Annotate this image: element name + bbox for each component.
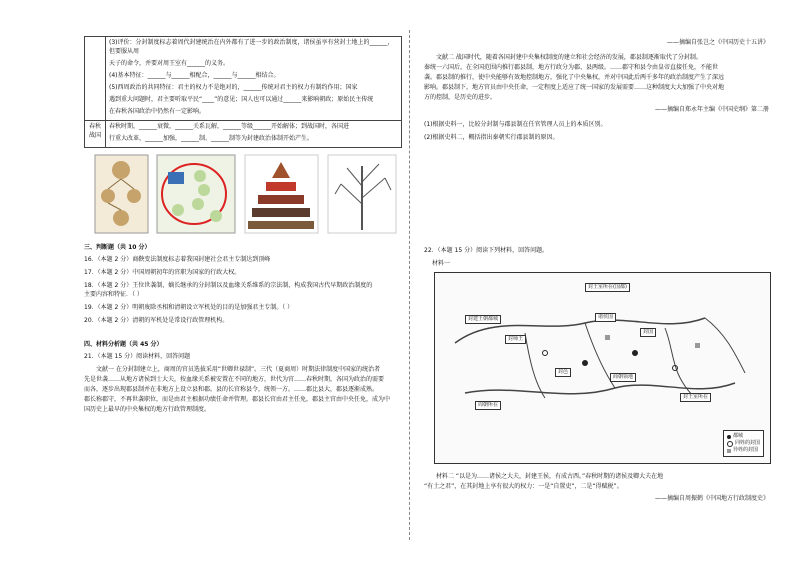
right-column <box>424 36 769 509</box>
legend-row: 异姓的封国 <box>727 447 760 454</box>
table-row-body <box>106 121 402 148</box>
judgment-item: 20．（本题 2 分）清朝的军机处是常设行政管理机构。 <box>84 317 229 324</box>
material-line: 影响。郡县制下，地方官员由中央任命，一定程度上适应了统一国家的发展需要……这种制度大大加强了中央对地 <box>424 84 725 91</box>
table-line: 遇到重大问题时，君主要听取平民“____”的意见；国人也可以通过______来影响朝政；原始民主传统 <box>109 96 374 103</box>
material-line: 袭。郡县制的推行，使中央能够有效地控制地方，强化了中央集权，并对中国此后两千多年的政治制度产生了深远 <box>424 74 725 81</box>
table-row <box>85 121 402 148</box>
material-line: 秦统一六国后，在全国范围内推行郡县制，地方行政分为郡、县两级。……郡守和县令由皇帝直接任免，不能世 <box>424 64 719 71</box>
material-line: 材料二 “以是为……诸侯之大夫，封建王侯，有成古西。”春秋时期的诸侯及卿大夫在地 <box>436 473 664 480</box>
material-line: 郡长称郡守，不再世袭职位，而是由君主根据功绩任命并管理。郡县长官由君主任免，郡县主官由中央任免，成为中 <box>84 396 391 403</box>
judgment-item: 18．（本题 2 分）王位世袭制、嫡长继承的分封制以及血缘关系维系的宗法制，构成我国古代早期政治制度的 <box>84 282 373 289</box>
question-22-title: 22．（本题 15 分）阅读下列材料，回答问题。 <box>424 247 549 254</box>
sub-question: (2)根据史料二，概括指出秦朝实行郡县制的原因。 <box>424 134 559 141</box>
map-label: 周朝所在 <box>475 401 501 410</box>
material-line: “有土之君”，在其封地上享有很大的权力：一是“自置吏”，二是“得赋税”。 <box>424 483 623 490</box>
historical-map <box>434 272 771 464</box>
source-citation: ——摘编自郑永年主编《中国史纲》第二册 <box>654 106 769 113</box>
legend-row: 同姓的封国 <box>727 440 760 447</box>
table-row-head: 春秋战国 <box>85 121 106 148</box>
map-label: 封王室所在 <box>680 393 711 402</box>
family-tree-illustration <box>94 154 149 234</box>
map-legend <box>723 430 764 457</box>
source-citation: ——摘编自周振鹤《中国地方行政制度史》 <box>654 495 769 502</box>
other-clan-symbol-icon <box>727 449 731 453</box>
judgment-item: 主要内容和特征．（ ） <box>84 291 143 298</box>
column-divider <box>409 30 410 540</box>
material-line: 方的控制，是历史的进步。 <box>424 94 497 101</box>
map-label: 商朝领地 <box>610 373 636 382</box>
left-column <box>84 36 402 415</box>
table-row-body <box>106 37 402 121</box>
table-line: 行重大改革，______加强，______制、______制等为封建政治体制开始产生。 <box>109 135 314 142</box>
legend-row: 都城 <box>727 433 760 440</box>
map-label: 封师王 <box>505 335 526 344</box>
map-label: 封邑 <box>555 368 571 377</box>
section-3-title: 三、判断题（共 10 分） <box>84 244 151 251</box>
table-line: 春秋时期，______衰微，______关系瓦解，______等级______开始解体；到战国时，各国进 <box>109 123 350 130</box>
circle-diagram-illustration <box>156 154 236 234</box>
section-4-title: 四、材料分析题（共 45 分） <box>84 341 163 348</box>
judgment-item: 19．（本题 2 分）明朝废除丞相和清朝设立军机处的目的是加强君主专制。（ ） <box>84 304 294 311</box>
material-line: 国历史上最早的中央集权的地方行政管理制度。 <box>84 406 211 413</box>
map-label: 封国 <box>640 328 656 337</box>
table-line: 天子的命令，并要对周王室有______的义务。 <box>109 60 230 67</box>
map-label: 封王室所在(国都) <box>585 283 630 292</box>
judgment-item: 17．（本题 2 分）中国周朝初年的官职为国家的行政大权。 <box>84 269 241 276</box>
material-line: 而各，逐步出现郡县制并在非地方上设立县和郡。县的长官称县令，统领一方。……郡比县大，郡县逐渐成熟。 <box>84 386 379 393</box>
table-row-head <box>85 37 106 121</box>
table-line: 在春秋各国政治中仍然有一定影响。 <box>109 108 206 115</box>
material-label: 材料一 <box>432 260 451 267</box>
same-clan-symbol-icon <box>727 441 733 447</box>
tree-illustration <box>327 154 397 234</box>
map-terrain <box>435 273 770 463</box>
table-row <box>85 37 402 121</box>
capital-symbol-icon <box>727 435 731 439</box>
knowledge-table <box>84 36 402 148</box>
judgment-item: 16．（本题 2 分）商鞅变法制度标志着我国封建社会君主专制达到顶峰 <box>84 256 271 263</box>
map-label: 封建王朝都城 <box>465 315 501 324</box>
illustration-strip <box>84 154 402 234</box>
question-21-title: 21．（本题 15 分）阅读材料，回答问题 <box>84 353 191 360</box>
table-line: (4)基本特征：______与______相配合，______与______相结合。 <box>109 72 280 79</box>
table-line: (5)西周政治的共同特征：君主的权力不是绝对的，______传统对君主的权力有制约作用；国家 <box>109 84 358 91</box>
material-line: 文献一 在分封制建立上，商周的官员选拔采用“世卿世禄制”。三代（夏商周）时期法律制度中国家的统治者 <box>96 366 381 373</box>
pyramid-illustration <box>244 154 319 234</box>
table-line: (3)评价：分封制度标志着周代封建统治在内外都有了进一步的政治制度，诸侯虽享有营封土地上的______，但要服从周 <box>109 39 394 55</box>
material-line: 文献二 战国时代，随着各国封建中央集权制度的建立和社会经济的发展，郡县制逐渐取代了分封制。 <box>436 54 702 61</box>
answer-space <box>424 146 769 246</box>
source-citation: ——摘编自张岂之《中国历史十五讲》 <box>666 39 769 46</box>
sub-question: (1)根据史料一，比较分封制与郡县制在任官管理人员上的本质区别。 <box>424 121 607 128</box>
material-line: 先是世袭……从地方诸侯到士大夫，按血缘关系被安置在不同的地方，世代为官……春秋时期，各国为政治的需要 <box>84 376 385 383</box>
map-label: 诸侯国 <box>595 313 616 322</box>
